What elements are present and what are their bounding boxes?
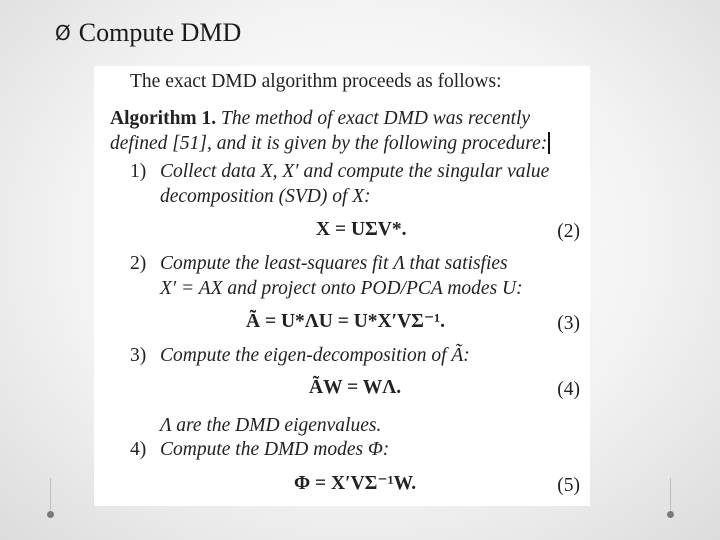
- equation-2-number: (2): [557, 221, 580, 242]
- text-cursor: [548, 132, 550, 154]
- step-2-number: 2): [130, 253, 147, 274]
- step-3-line-1: Compute the eigen-decomposition of Ã:: [160, 345, 470, 366]
- algorithm-text-2: defined [51], and it is given by the following procedure:: [110, 133, 548, 154]
- step-3-note: Λ are the DMD eigenvalues.: [160, 415, 382, 436]
- equation-4-number: (4): [557, 379, 580, 400]
- decorative-dot-left: [47, 511, 54, 518]
- equation-3-number: (3): [557, 313, 580, 334]
- step-1-number: 1): [130, 161, 147, 182]
- decorative-dot-right: [667, 511, 674, 518]
- step-4-line-1: Compute the DMD modes Φ:: [160, 439, 390, 460]
- decorative-line-left: [50, 478, 51, 510]
- algorithm-heading: [110, 109, 530, 129]
- step-2-line-2: X′ = AX and project onto POD/PCA modes U:: [160, 278, 523, 299]
- algorithm-label: Algorithm 1.: [110, 108, 217, 129]
- step-4-number: 4): [130, 439, 147, 460]
- step-1-line-1: Collect data X, X′ and compute the singular value: [160, 161, 550, 182]
- slide-title: [55, 18, 241, 48]
- algorithm-excerpt-image: [94, 66, 590, 506]
- decorative-line-right: [670, 478, 671, 510]
- step-3-number: 3): [130, 345, 147, 366]
- bullet-arrow-icon: Ø: [55, 21, 71, 45]
- equation-2: X = UΣV*.: [316, 219, 407, 240]
- cropped-text-fragment: [94, 66, 590, 68]
- slide-title-text: Compute DMD: [78, 18, 242, 47]
- equation-4: ÃW = WΛ.: [309, 377, 402, 398]
- step-1-line-2: decomposition (SVD) of X:: [160, 186, 371, 207]
- equation-5-number: (5): [557, 475, 580, 496]
- equation-5: Φ = X′VΣ⁻¹W.: [294, 473, 417, 494]
- algorithm-text-1: The method of exact DMD was recently: [221, 108, 531, 129]
- intro-text: The exact DMD algorithm proceeds as follows:: [130, 71, 502, 92]
- equation-3: Ã = U*ΛU = U*X′VΣ⁻¹.: [246, 311, 445, 332]
- step-2-line-1: Compute the least-squares fit Λ that satisfies: [160, 253, 508, 274]
